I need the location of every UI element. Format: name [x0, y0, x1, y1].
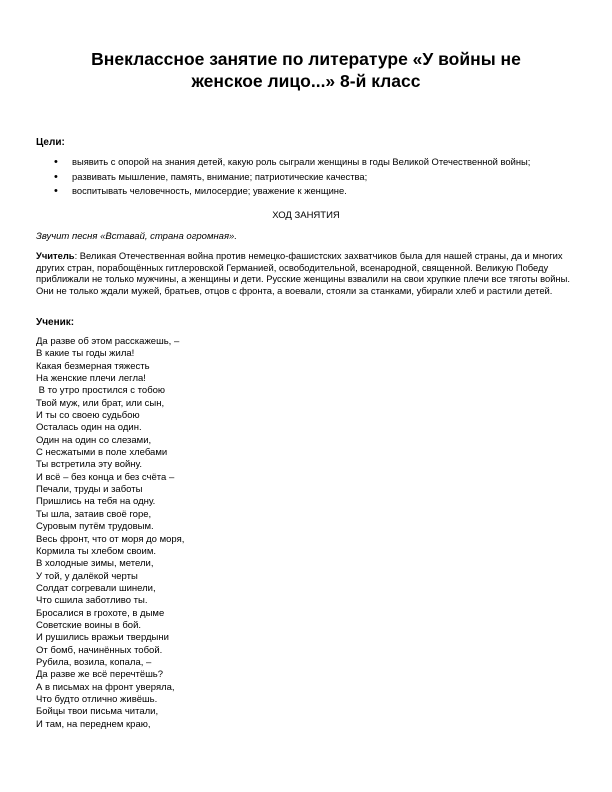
poem-line: И всё – без конца и без счёта –: [36, 471, 175, 483]
poem-line: Бойцы твои письма читали,: [36, 706, 159, 718]
goal-item: • воспитывать человечность, милосердие; уважение к женщине.: [54, 184, 530, 199]
poem-line: На женские плечи легла!: [36, 373, 146, 385]
goal-item: • выявить с опорой на знания детей, какую роль сыграли женщины в годы Великой Отечественной войны;: [54, 155, 530, 170]
poem-line: С несжатыми в поле хлебами: [36, 447, 168, 459]
lesson-heading: ХОД ЗАНЯТИЯ: [272, 210, 340, 221]
poem-line: А в письмах на фронт уверяла,: [36, 681, 175, 693]
poem-line: И там, на переднем краю,: [36, 718, 151, 730]
poem-line: Какая безмерная тяжесть: [36, 360, 150, 372]
document-title: [40, 48, 572, 92]
poem-line: Твой муж, или брат, или сын,: [36, 397, 165, 409]
poem-line: Осталась один на один.: [36, 422, 142, 434]
poem-line: Печали, труды и заботы: [36, 484, 143, 496]
poem-line: От бомб, начинённых тобой.: [36, 644, 163, 656]
poem-line: Суровым путём трудовым.: [36, 521, 154, 533]
goal-item: • развивать мышление, память, внимание; патриотические качества;: [54, 170, 530, 185]
poem-line: Один на один со слезами,: [36, 434, 152, 446]
poem-line: Кормила ты хлебом своим.: [36, 545, 157, 557]
song-note: Звучит песня «Вставай, страна огромная».: [36, 231, 237, 242]
poem-line: Что будто отлично живёшь.: [36, 693, 158, 705]
poem-line: Весь фронт, что от моря до моря,: [36, 533, 185, 545]
poem-line: Ты встретила эту войну.: [36, 459, 142, 471]
teacher-text: : Великая Отечественная война против немецко-фашистских захватчиков была для нашей страны, да и многих других стран, порабощённых гитлеровской Германией, освободительной, всенародной, священной. Великую Победу приближали не только мужчины, а женщины и дети. Русские женщины взвалили на свои хрупкие плечи все тяготы войны. Они не только ждали мужей, братьев, отцов с фронта, а воевали, стояли за станками, убирали хлеб и растили детей.: [36, 250, 570, 296]
poem-line: Бросалися в грохоте, в дыме: [36, 607, 165, 619]
poem-line: И ты со своею судьбою: [36, 410, 140, 422]
title-line-1: Внеклассное занятие по литературе «У войны не: [91, 49, 521, 69]
poem: [36, 336, 184, 731]
poem-line: Да разве об этом расскажешь, –: [36, 336, 180, 347]
student-label: Ученик:: [36, 317, 75, 328]
poem-line: Ты шла, затаив своё горе,: [36, 508, 152, 520]
poem-line: У той, у далёкой черты: [36, 570, 138, 582]
teacher-paragraph: [36, 250, 576, 296]
goals-label: Цели:: [36, 137, 65, 148]
title-line-2: женское лицо...» 8-й класс: [191, 71, 421, 91]
poem-line: Да разве же всё перечтёшь?: [36, 669, 164, 681]
poem-line: Солдат согревали шинели,: [36, 582, 156, 594]
poem-line: В холодные зимы, метели,: [36, 558, 154, 570]
poem-line: Что сшила заботливо ты.: [36, 595, 148, 607]
poem-line: Пришлись на тебя на одну.: [36, 496, 156, 508]
poem-line: И рушились вражьи твердыни: [36, 632, 169, 644]
poem-line: В то утро простился с тобою: [36, 385, 166, 397]
poem-line: Рубила, возила, копала, –: [36, 656, 152, 668]
poem-line: В какие ты годы жила!: [36, 348, 135, 360]
teacher-label: Учитель: [36, 250, 75, 261]
goals-list: [54, 155, 530, 199]
poem-line: Советские воины в бой.: [36, 619, 142, 631]
